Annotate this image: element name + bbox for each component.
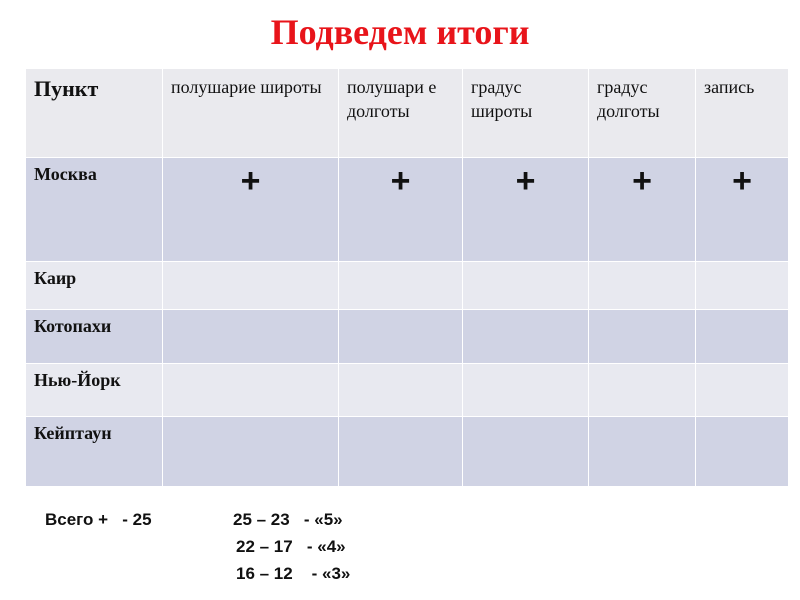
table-cell [339, 364, 463, 417]
table-row [26, 310, 789, 364]
table-row [26, 417, 789, 487]
grade-line: 22 – 17 - «4» [236, 537, 346, 556]
table-row [26, 364, 789, 417]
plus-mark: + [515, 162, 536, 200]
row-name-cell: Каир [26, 262, 163, 310]
table-cell [589, 310, 696, 364]
table-cell [163, 158, 339, 262]
plus-mark: + [632, 162, 652, 200]
table-row [26, 158, 789, 262]
header-cell-lon-hemisphere: полушари е долготы [339, 69, 463, 158]
table-cell [463, 158, 589, 262]
table-cell [163, 310, 339, 364]
header-cell-point: Пункт [26, 69, 163, 158]
table-cell [463, 417, 589, 487]
total-line: Всего + - 25 [45, 510, 152, 529]
row-name-cell: Нью-Йорк [26, 364, 163, 417]
table-cell [589, 158, 696, 262]
table-cell [696, 158, 789, 262]
row-name-cell: Котопахи [26, 310, 163, 364]
table-cell [696, 310, 789, 364]
table-row [26, 262, 789, 310]
header-cell-record: запись [696, 69, 789, 158]
table-cell [163, 262, 339, 310]
table-cell [339, 310, 463, 364]
header-cell-lat-hemisphere: полушарие широты [163, 69, 339, 158]
table-cell [589, 417, 696, 487]
table-cell [696, 364, 789, 417]
table-cell [463, 364, 589, 417]
header-cell-lat-degree: градус широты [463, 69, 589, 158]
table-cell [339, 417, 463, 487]
page-title: Подведем итоги [270, 12, 530, 52]
table-cell [696, 417, 789, 487]
plus-mark: + [390, 162, 411, 200]
table-cell [589, 262, 696, 310]
table-cell [163, 417, 339, 487]
plus-mark: + [732, 162, 752, 200]
grade-line: 25 – 23 - «5» [233, 510, 343, 529]
table-cell [339, 262, 463, 310]
plus-mark: + [240, 162, 261, 200]
table-cell [163, 364, 339, 417]
row-name-cell: Кейптаун [26, 417, 163, 487]
summary-table [25, 68, 789, 487]
table-cell [463, 262, 589, 310]
table-cell [696, 262, 789, 310]
table-cell [339, 158, 463, 262]
table-header-row [26, 69, 789, 158]
grade-line: 16 – 12 - «3» [236, 564, 351, 583]
header-cell-lon-degree: градус долготы [589, 69, 696, 158]
row-name-cell: Москва [26, 158, 163, 262]
table-cell [463, 310, 589, 364]
table-cell [589, 364, 696, 417]
